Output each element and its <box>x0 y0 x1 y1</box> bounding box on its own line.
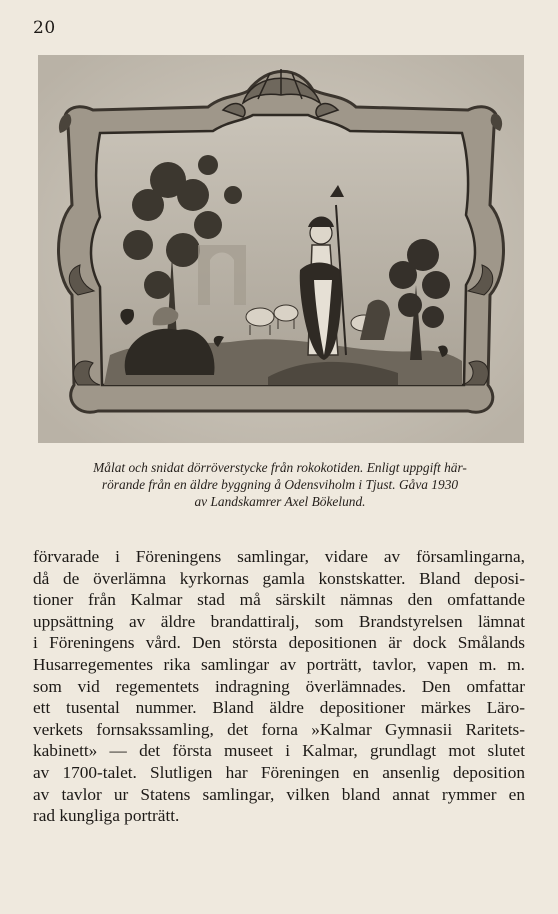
text-line: då de överlämna kyrkornas gamla konstskatter. Bland deposi- <box>33 568 525 588</box>
text-line: Husarregementes rika samlingar av porträtt, tavlor, vapen m. m. <box>33 654 525 674</box>
body-paragraph <box>33 546 525 827</box>
text-line: uppsättning av äldre brandattiralj, som Brandstyrelsen lämnat <box>33 611 525 631</box>
text-line: tioner från Kalmar stad må särskilt nämnas den omfattande <box>33 590 525 610</box>
text-line: ett tusental nummer. Bland äldre depositioner märkes Läro- <box>33 698 525 718</box>
text-line: av tavlor ur Statens samlingar, vilken bland annat rymmer en <box>33 784 525 804</box>
text-line: förvarade i Föreningens samlingar, vidare av församlingarna, <box>33 547 525 566</box>
caption-line: av Landskamrer Axel Bökelund. <box>194 494 366 509</box>
text-line: rad kungliga porträtt. <box>33 806 180 826</box>
text-line: i Föreningens vård. Den största depositionen är dock Smålands <box>33 633 525 653</box>
caption-line: Målat och snidat dörröverstycke från rokokotiden. Enligt uppgift här- <box>93 460 467 475</box>
caption-line: rörande från en äldre byggning å Odensviholm i Tjust. Gåva 1930 <box>101 477 459 492</box>
rococo-painting-image <box>38 55 524 443</box>
text-line: kabinett» — det första museet i Kalmar, grundlagt mot slutet <box>33 741 525 761</box>
rococo-overdoor-photograph <box>38 55 524 443</box>
text-line: av 1700-talet. Slutligen har Föreningen en ansenlig deposition <box>33 762 525 782</box>
page-number: 20 <box>33 18 56 38</box>
text-line: som vid regementets indragning överlämnades. Den omfattar <box>33 676 525 696</box>
figure-caption <box>30 459 530 510</box>
text-line: verkets fornsakssamling, det forna »Kalmar Gymnasii Raritets- <box>33 719 525 739</box>
